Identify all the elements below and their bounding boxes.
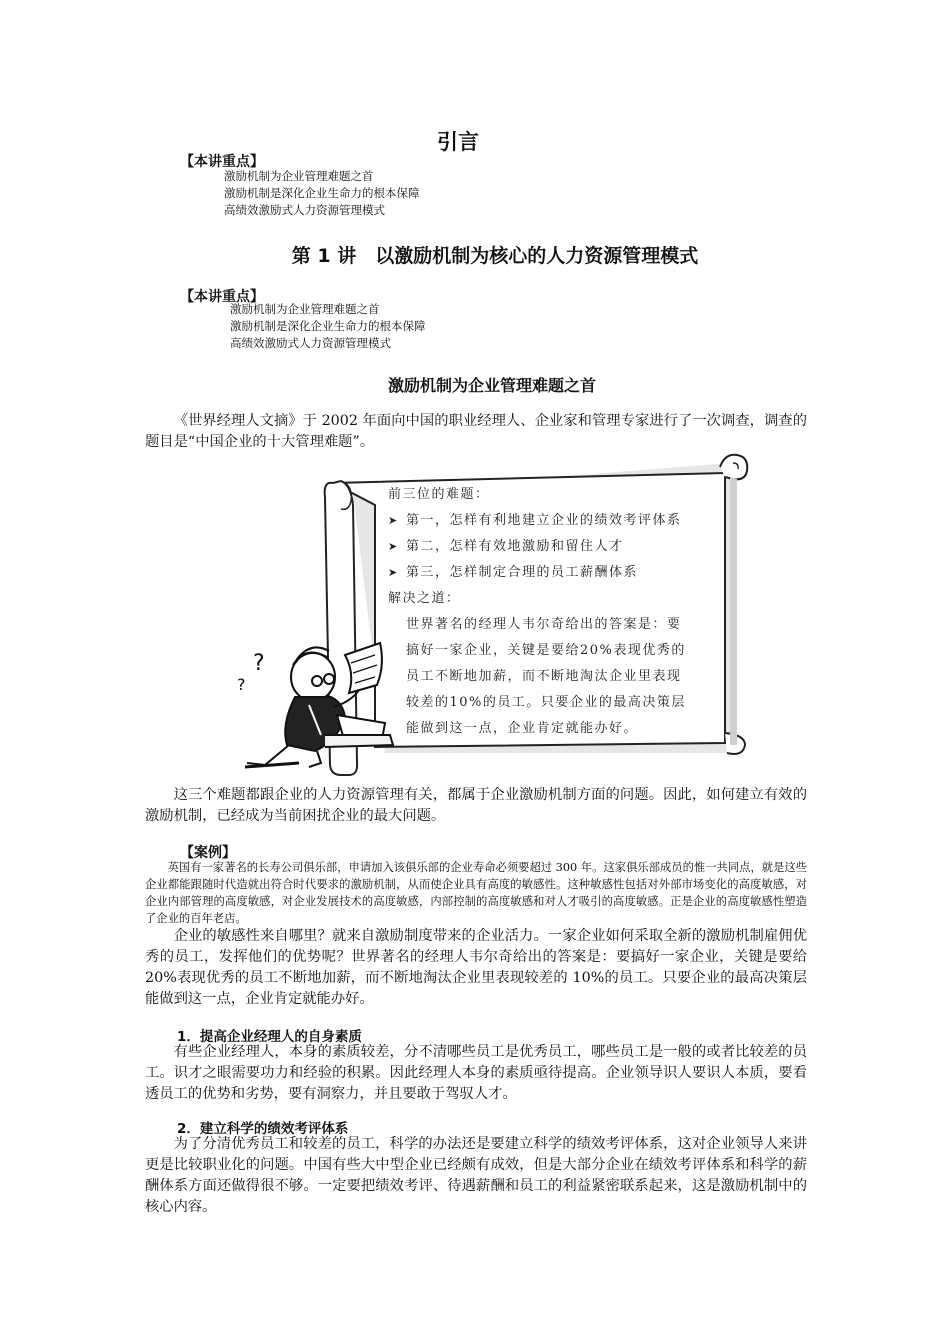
scroll-answer-line: 能做到这一点，企业肯定就能办好。 xyxy=(406,721,639,736)
key-point: 高绩效激励式人力资源管理模式 xyxy=(224,203,385,217)
key-point: 激励机制是深化企业生命力的根本保障 xyxy=(224,186,420,200)
paragraph-survey: 《世界经理人文摘》于 2002 年面向中国的职业经理人、企业家和管理专家进行了一次调查，调查的题目是“中国企业的十大管理难题”。 xyxy=(145,413,807,450)
page-title: 引言 xyxy=(437,130,479,154)
subsection-title-1: 1．提高企业经理人的自身素质 xyxy=(177,1029,362,1045)
section-title: 激励机制为企业管理难题之首 xyxy=(387,376,596,395)
key-point: 激励机制为企业管理难题之首 xyxy=(230,302,380,316)
subsection-title-2: 2．建立科学的绩效考评体系 xyxy=(177,1121,349,1137)
scroll-solution-label: 解决之道： xyxy=(388,591,461,606)
key-point: 激励机制是深化企业生命力的根本保障 xyxy=(230,319,426,333)
paragraph-problems: 这三个难题都跟企业的人力资源管理有关，都属于企业激励机制方面的问题。因此，如何建立有效的激励机制，已经成为当前困扰企业的最大问题。 xyxy=(145,787,807,824)
lecture-title: 第 1 讲 以激励机制为核心的人力资源管理模式 xyxy=(291,245,699,267)
svg-text:?: ? xyxy=(253,651,265,676)
arrow-bullet-icon: ➤ xyxy=(388,514,399,527)
scroll-content xyxy=(388,482,734,742)
subsection-text-2: 为了分清优秀员工和较差的员工，科学的办法还是要建立科学的绩效考评体系，这对企业领导人来讲更是比较职业化的问题。中国有些大中型企业已经颇有成效，但是大部分企业在绩效考评体系和科学的薪酬体系方面还做得很不够。一定要把绩效考评、待遇薪酬和员工的利益紧密联系起来，这是激励机制中的核心内容。 xyxy=(145,1136,807,1215)
intro-key-points-label: 【本讲重点】 xyxy=(180,154,264,170)
case-text: 英国有一家著名的长寿公司俱乐部，申请加入该俱乐部的企业寿命必须要超过 300 年。这家俱乐部成员的惟一共同点，就是这些企业都能跟随时代造就出符合时代要求的激励机制，从而使企业具有高度的敏感性。这种敏感性包括对外部市场变化的高度敏感，对企业内部管理的高度敏感，对企业发展技术的高度敏感，内部控制的高度敏感和对人才吸引的高度敏感。正是企业的高度敏感性塑造了企业的百年老店。 xyxy=(145,861,807,925)
arrow-bullet-icon: ➤ xyxy=(388,566,399,579)
scroll-top-label: 前三位的难题： xyxy=(388,487,490,502)
case-label: 【案例】 xyxy=(180,845,236,861)
scroll-answer-line: 员工不断地加薪，而不断地淘汰企业里表现 xyxy=(406,669,682,684)
key-point: 激励机制为企业管理难题之首 xyxy=(224,169,374,183)
svg-text:?: ? xyxy=(237,675,246,694)
scroll-answer-line: 较差的10%的员工。只要企业的最高决策层 xyxy=(406,695,686,710)
arrow-bullet-icon: ➤ xyxy=(388,540,399,553)
subsection-text-1: 有些企业经理人，本身的素质较差，分不清哪些员工是优秀员工，哪些员工是一般的或者比较差的员工。识才之眼需要功力和经验的积累。因此经理人本身的素质亟待提高。企业领导识人要识人本质，要看透员工的优势和劣势，要有洞察力，并且要敢于驾驭人才。 xyxy=(145,1044,807,1102)
scroll-answer-line: 世界著名的经理人韦尔奇给出的答案是：要 xyxy=(406,617,682,632)
lecture-key-points-label: 【本讲重点】 xyxy=(180,289,264,305)
lecture-key-points xyxy=(230,301,426,352)
key-point: 高绩效激励式人力资源管理模式 xyxy=(230,336,391,350)
scroll-item: ➤ 第二，怎样有效地激励和留住人才 xyxy=(388,534,734,560)
cartoon-figure xyxy=(237,643,393,767)
scroll-answer-line: 搞好一家企业，关键是要给20%表现优秀的 xyxy=(406,643,686,658)
scroll-item: ➤ 第三，怎样制定合理的员工薪酬体系 xyxy=(388,560,734,586)
paragraph-sensitivity: 企业的敏感性来自哪里？就来自激励制度带来的企业活力。一家企业如何采取全新的激励机制雇佣优秀的员工，发挥他们的优势呢？世界著名的经理人韦尔奇给出的答案是：要搞好一家企业，关键是要给 20%表现优秀的员工不断地加薪，而不断地淘汰企业里表现较差的 10%的员工。只要企业的最高决策层能做到这一点，企业肯定就能办好。 xyxy=(145,928,807,1007)
scroll-item: ➤ 第一，怎样有利地建立企业的绩效考评体系 xyxy=(388,508,734,534)
intro-key-points xyxy=(224,168,420,219)
